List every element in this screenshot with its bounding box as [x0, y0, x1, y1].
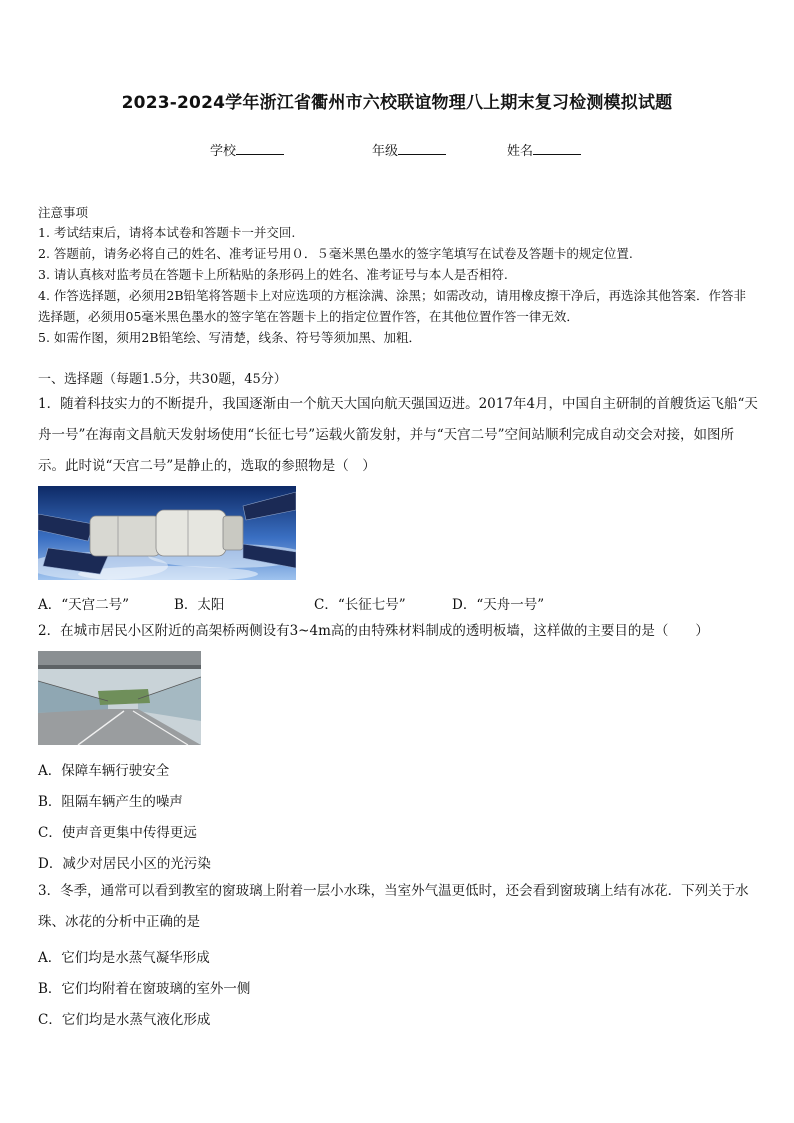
grade-blank — [398, 142, 446, 155]
question-stem: 1．随着科技实力的不断提升，我国逐渐由一个航天大国向航天强国迈进。2017年4月，中国自主研制的首艘货运飞船“天舟一号”在海南文昌航天发射场使用“长征七号”运载火箭发射，并与“天宫二号”空间站顺利完成自动交会对接，如图所示。此时说“天宫二号”是静止的，选取的参照物是（ ） — [38, 396, 758, 474]
notice-item: 4. 作答选择题，必须用2B铅笔将答题卡上对应选项的方框涂满、涂黑；如需改动，请用橡皮擦干净后，再选涂其他答案．作答非选择题，必须用05毫米黑色墨水的签字笔在答题卡上的指定位置作答，在其他位置作答一律无效． — [38, 288, 747, 324]
notice-heading: 注意事项 — [38, 205, 89, 220]
name-label: 姓名 — [507, 144, 534, 159]
grade-field — [372, 140, 446, 159]
option: D．减少对居民小区的光污染 — [38, 856, 211, 872]
name-field — [507, 140, 581, 159]
school-blank — [236, 142, 284, 155]
school-label: 学校 — [210, 144, 237, 159]
option: C．它们均是水蒸气液化形成 — [38, 1012, 211, 1028]
name-blank — [533, 142, 581, 155]
question-stem: 2．在城市居民小区附近的高架桥两侧设有3~4m高的由特殊材料制成的透明板墙，这样做的主要目的是（ ） — [38, 623, 709, 639]
overpass-image — [38, 651, 201, 745]
notice-item: 1. 考试结束后，请将本试卷和答题卡一并交回. — [38, 225, 296, 240]
option: A．它们均是水蒸气凝华形成 — [38, 950, 210, 966]
option: B．它们均附着在窗玻璃的室外一侧 — [38, 981, 251, 997]
notice-item: 3. 请认真核对监考员在答题卡上所粘贴的条形码上的姓名、准考证号与本人是否相符. — [38, 267, 508, 282]
option: C．“长征七号” — [314, 597, 406, 613]
space-station-image — [38, 486, 296, 580]
notice-item: 2. 答题前，请务必将自己的姓名、准考证号用０．５毫米黑色墨水的签字笔填写在试卷及答题卡的规定位置. — [38, 246, 633, 261]
option: D．“天舟一号” — [452, 597, 545, 613]
option: B．阻隔车辆产生的噪声 — [38, 794, 183, 810]
option: A．“天宫二号” — [38, 597, 130, 613]
notice-item: 5. 如需作图，须用2B铅笔绘、写清楚，线条、符号等须加黑、加粗． — [38, 330, 422, 345]
exam-title: 2023-2024学年浙江省衢州市六校联谊物理八上期末复习检测模拟试题 — [121, 93, 673, 113]
grade-label: 年级 — [372, 144, 399, 159]
question-stem: 3．冬季，通常可以看到教室的窗玻璃上附着一层小水珠，当室外气温更低时，还会看到窗玻璃上结有冰花．下列关于水珠、冰花的分析中正确的是 — [38, 883, 749, 930]
option: A．保障车辆行驶安全 — [38, 763, 170, 779]
option: C．使声音更集中传得更远 — [38, 825, 197, 841]
school-field — [210, 140, 284, 159]
section-title: 一、选择题（每题1.5分，共30题，45分） — [38, 372, 287, 387]
option: B．太阳 — [174, 597, 225, 613]
